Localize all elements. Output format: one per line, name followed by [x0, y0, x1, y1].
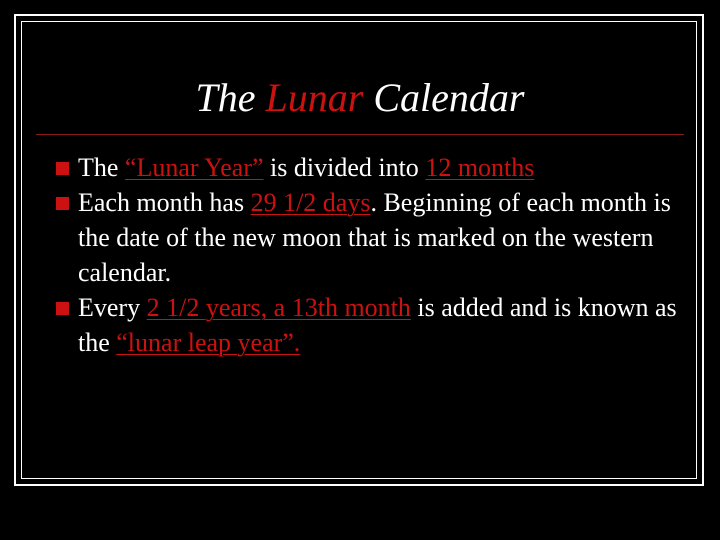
highlight-lunar-year: “Lunar Year” [124, 153, 264, 182]
highlight-12-months: 12 months [425, 153, 535, 182]
title-divider [36, 134, 684, 135]
bullet-text: Every [78, 293, 147, 322]
title-part-1: The [195, 75, 266, 120]
bullet-item-month-length [56, 185, 680, 290]
square-bullet-icon [56, 197, 69, 210]
highlight-13th-month: 2 1/2 years, a 13th month [146, 293, 411, 322]
bullet-item-leap-month [56, 290, 680, 360]
slide-title [0, 72, 720, 124]
bullet-list [56, 150, 680, 360]
highlight-leap-year: “lunar leap year”. [116, 328, 301, 357]
bullet-text: is added and is known as the [78, 293, 677, 357]
title-accent: Lunar [265, 75, 364, 120]
title-part-2: Calendar [363, 75, 525, 120]
bullet-text: Each month has [78, 188, 251, 217]
square-bullet-icon [56, 302, 69, 315]
bullet-text: . Beginning of each month is the date of the new moon that is marked on the western calendar. [78, 188, 671, 287]
bullet-item-lunar-year [56, 150, 680, 185]
bullet-text: is divided into [263, 153, 426, 182]
highlight-days: 29 1/2 days [250, 188, 371, 217]
square-bullet-icon [56, 162, 69, 175]
bullet-text: The [78, 153, 125, 182]
